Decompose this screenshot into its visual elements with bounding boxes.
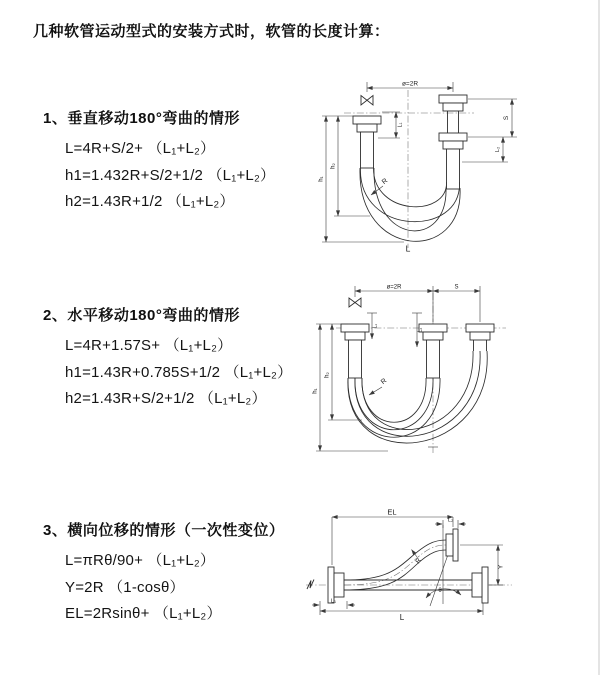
- dim-label-l1: L₁: [331, 598, 336, 605]
- diagram-vertical-180-bend: [312, 76, 577, 254]
- centerline-break-icon: [307, 580, 314, 590]
- dim-label-s: S: [454, 284, 459, 291]
- formula-line: h1=1.432R+S/2+1/2 （L₁+L₂）: [65, 166, 276, 184]
- section-heading: 3、横向位移的情形（一次性变位）: [43, 522, 285, 539]
- braided-hose-section: [349, 340, 362, 378]
- dim-label-el: EL: [387, 507, 397, 517]
- section-heading: 2、水平移动180°弯曲的情形: [43, 307, 240, 324]
- radius-label: R: [414, 557, 423, 566]
- dim-label-y: Y: [497, 564, 505, 570]
- dim-label-l2: L₂: [417, 327, 424, 333]
- angle-label: θ: [438, 588, 442, 594]
- pipe-fittings: [341, 298, 494, 378]
- section-heading: 1、垂直移动180°弯曲的情形: [43, 110, 240, 127]
- document-title: 几种软管运动型式的安装方式时，软管的长度计算：: [33, 23, 390, 40]
- section-horizontal-movement: [43, 307, 292, 413]
- formula-block: [65, 548, 284, 628]
- dim-label-l2: L₂: [447, 517, 454, 524]
- dimension-lines: [322, 82, 517, 242]
- section-lateral-displacement: [43, 522, 284, 628]
- formula-line: h2=1.43R+1/2 （L₁+L₂）: [65, 193, 235, 210]
- dim-label-l1: L₁: [397, 122, 404, 128]
- formula-line: EL=2Rsinθ+ （L₁+L₂）: [65, 605, 222, 622]
- dim-label-h2: h₂: [330, 163, 337, 169]
- valve-icon: [349, 298, 361, 307]
- hose-curves: [348, 351, 487, 443]
- dim-label-diameter: ø=2R: [401, 80, 419, 88]
- length-label: L: [399, 613, 405, 622]
- diagram-lateral-displacement: [298, 503, 598, 638]
- formula-line: h1=1.43R+0.785S+1/2 （L₁+L₂）: [65, 363, 293, 381]
- formula-line: L=4R+S/2+ （L₁+L₂）: [65, 140, 216, 157]
- braided-hose-section: [427, 340, 440, 378]
- radius-label: R: [379, 377, 389, 387]
- diagram-horizontal-180-bend: [310, 281, 595, 461]
- radius-label: R: [380, 177, 390, 187]
- formula-line: L=4R+1.57S+ （L₁+L₂）: [65, 337, 233, 354]
- braided-hose-section: [361, 132, 374, 168]
- pipe-fittings: [353, 95, 467, 189]
- valve-icon: [361, 96, 373, 106]
- formula-line: L=πRθ/90+ （L₁+L₂）: [65, 552, 216, 569]
- dim-label-h1: h₁: [318, 176, 325, 182]
- formula-line: Y=2R （1-cosθ）: [65, 578, 185, 596]
- dim-label-h2: h₂: [324, 372, 331, 378]
- pipe-fittings: [307, 529, 488, 603]
- section-vertical-movement: [43, 110, 275, 216]
- hose-curves: [360, 168, 460, 241]
- dim-label-diameter: ø=2R: [386, 284, 402, 291]
- formula-block: [65, 333, 292, 413]
- length-label: L: [405, 243, 411, 254]
- dim-label-l2: L₂: [495, 146, 501, 153]
- hose-curves: [344, 540, 446, 590]
- formula-line: h2=1.43R+S/2+1/2 （L₁+L₂）: [65, 390, 267, 407]
- dim-label-h1: h₁: [312, 388, 319, 394]
- dim-label-s: S: [503, 115, 510, 121]
- dim-label-l1: L₁: [372, 323, 379, 329]
- formula-block: [65, 136, 275, 216]
- braided-hose-section: [447, 149, 460, 189]
